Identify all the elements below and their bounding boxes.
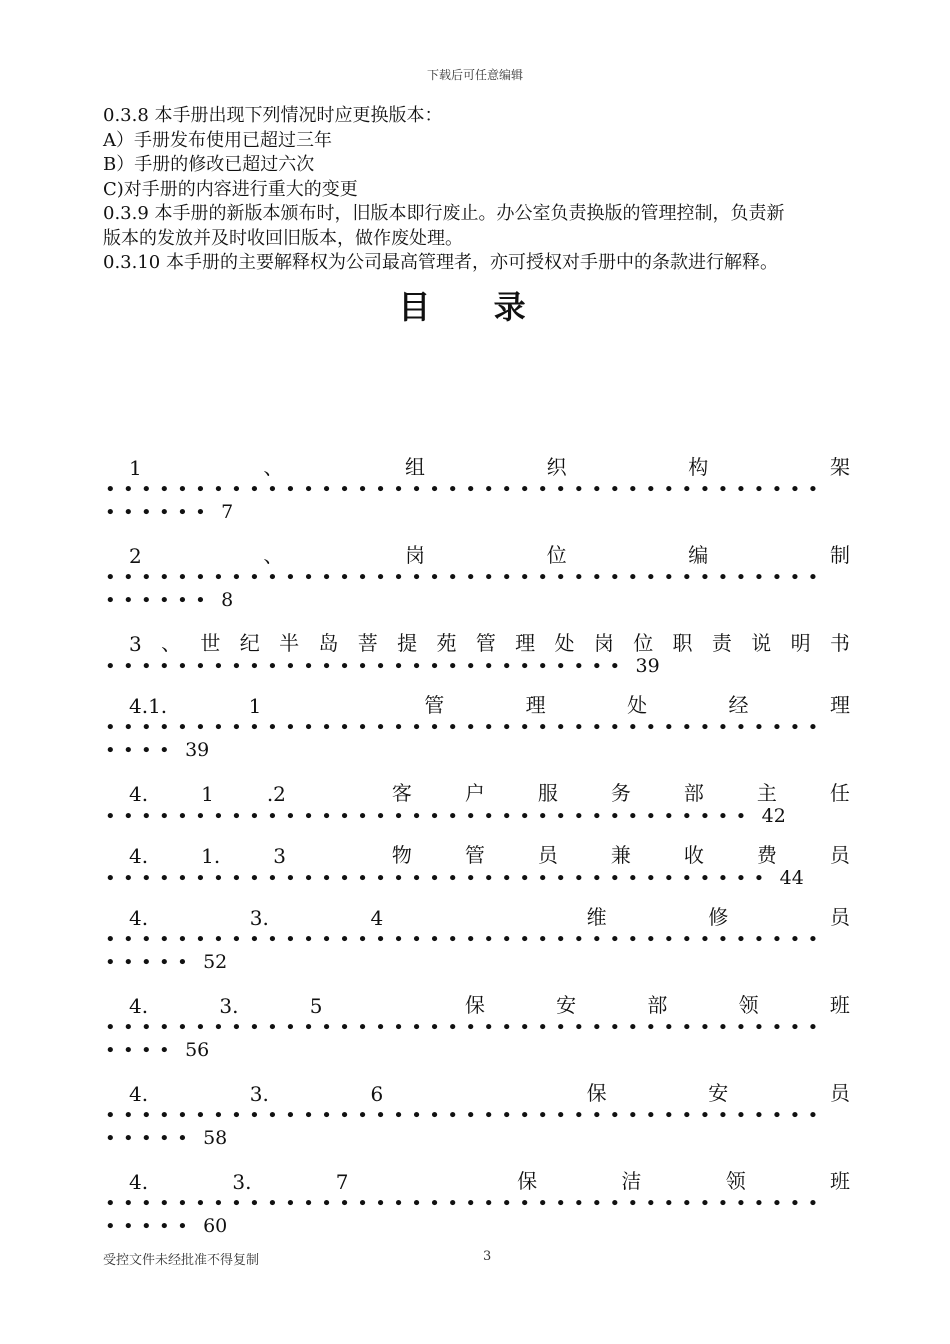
- toc-heading-part: 保: [517, 1169, 538, 1193]
- toc-entry[interactable]: [105, 772, 850, 834]
- toc-leader-dots: •••••••••••••••••••••••••••••••••••• 42: [105, 805, 786, 827]
- toc-heading-part: 班: [830, 1169, 850, 1193]
- toc-heading-part: 世: [200, 631, 221, 655]
- toc-heading-part: 3: [129, 632, 142, 656]
- toc-heading-part: 位: [546, 543, 567, 567]
- toc-entry-heading: [105, 772, 850, 806]
- toc-heading-part: 处: [627, 693, 648, 717]
- toc-heading-part: 4.: [129, 1170, 149, 1194]
- toc-heading-part: 组: [405, 455, 426, 479]
- toc-entry[interactable]: [105, 896, 850, 984]
- toc-heading-part: 岗: [405, 543, 426, 567]
- toc-entry-heading: [105, 834, 850, 868]
- toc-entry-heading: [105, 1160, 850, 1194]
- toc-heading-part: 经: [728, 693, 749, 717]
- toc-heading-part: 管: [424, 693, 445, 717]
- toc-leader-dots: •••• 56: [105, 1039, 210, 1061]
- toc-heading-part: 构: [688, 455, 709, 479]
- toc-heading-part: 职: [672, 631, 693, 655]
- toc-heading-part: 说: [751, 631, 772, 655]
- toc-heading-part: 4.: [129, 844, 149, 868]
- toc-heading-part: 纪: [239, 631, 260, 655]
- toc-heading-part: .2: [266, 782, 286, 806]
- toc-entry[interactable]: [105, 984, 850, 1072]
- toc-heading-part: 任: [829, 781, 850, 805]
- toc-heading-part: 制: [829, 543, 850, 567]
- toc-heading-part: 1: [201, 782, 214, 806]
- toc-leader-dots: •••••• 7: [105, 501, 234, 523]
- intro-line: B）手册的修改已超过六次: [103, 154, 315, 175]
- toc-heading-part: 半: [279, 631, 300, 655]
- toc-heading-part: 岛: [318, 631, 339, 655]
- toc-heading-part: 员: [829, 843, 850, 867]
- toc-heading-part: 安: [708, 1081, 729, 1105]
- page-header: 下载后可任意编辑: [426, 68, 523, 82]
- toc-heading-part: 3: [273, 844, 286, 868]
- toc-heading-part: 4.1.: [129, 694, 168, 718]
- toc-heading-part: 4.: [129, 906, 149, 930]
- intro-line: 0.3.8 本手册出现下列情况时应更换版本：: [103, 105, 443, 126]
- toc-leader-dots: ••••••••••••••••••••••••••••••••••••••••: [105, 1106, 826, 1126]
- toc-heading-part: 明: [790, 631, 811, 655]
- toc-heading-part: 4.: [129, 1082, 149, 1106]
- toc-heading-part: 服: [537, 781, 558, 805]
- toc-heading-part: 3.: [232, 1170, 252, 1194]
- toc-heading-part: 费: [756, 843, 777, 867]
- toc-heading-part: 、: [161, 631, 182, 655]
- toc-heading-part: 主: [756, 781, 777, 805]
- toc-entry-heading: [105, 446, 850, 480]
- toc-page-number: 39: [185, 739, 210, 761]
- toc-heading-part: 、: [263, 455, 284, 479]
- toc-entry-heading: [105, 1072, 850, 1106]
- toc-heading-part: 7: [335, 1170, 349, 1194]
- toc-heading-part: 部: [647, 993, 668, 1017]
- toc-entry[interactable]: [105, 1160, 850, 1248]
- toc-heading-part: 位: [633, 631, 654, 655]
- toc-heading-part: 6: [370, 1082, 384, 1106]
- toc-heading-part: 管: [464, 843, 485, 867]
- toc-entry[interactable]: [105, 534, 850, 622]
- toc-heading-part: 安: [556, 993, 577, 1017]
- toc-heading-part: 书: [829, 631, 850, 655]
- toc-leader-dots: •••••• 8: [105, 589, 234, 611]
- toc-heading-part: 修: [708, 905, 729, 929]
- toc-heading-part: 物: [391, 843, 412, 867]
- toc-heading-part: 1.: [201, 844, 221, 868]
- intro-text: [103, 104, 853, 276]
- toc-page-number: 8: [221, 589, 234, 611]
- toc-entry-heading: [105, 684, 850, 718]
- toc-heading-part: 班: [829, 993, 850, 1017]
- toc-heading-part: 4: [370, 906, 384, 930]
- toc-entry-heading: [105, 534, 850, 568]
- toc-heading-part: 1: [248, 694, 262, 718]
- toc-leader-dots: ••••••••••••••••••••••••••••••••••••• 44: [105, 867, 804, 889]
- toc-leader-dots: ••••••••••••••••••••••••••••••••••••••••: [105, 1018, 826, 1038]
- toc-leader-dots: ••••••••••••••••••••••••••••••••••••••••: [105, 718, 826, 738]
- toc-heading-part: 编: [688, 543, 709, 567]
- toc-heading-part: 4.: [129, 994, 149, 1018]
- intro-line: 版本的发放并及时收回旧版本，做作废处理。: [103, 227, 463, 249]
- toc-page-number: 56: [185, 1039, 210, 1061]
- toc-heading-part: 1: [129, 456, 142, 480]
- toc-leader-dots: ••••• 52: [105, 951, 228, 973]
- toc-heading-part: 岗: [593, 631, 614, 655]
- toc-heading-part: 责: [711, 631, 732, 655]
- intro-line: 0.3.9 本手册的新版本颁布时，旧版本即行废止。办公室负责换版的管理控制，负责新: [103, 203, 785, 224]
- table-of-contents: [105, 446, 850, 1248]
- toc-page-number: 52: [203, 951, 228, 973]
- toc-heading-part: 户: [464, 781, 485, 805]
- toc-leader-dots: ••••• 60: [105, 1215, 228, 1237]
- intro-line: 0.3.10 本手册的主要解释权为公司最高管理者，亦可授权对手册中的条款进行解释。: [103, 252, 778, 273]
- toc-entry[interactable]: [105, 446, 850, 534]
- toc-heading-part: 3.: [219, 994, 239, 1018]
- toc-heading-part: 管: [475, 631, 496, 655]
- toc-heading-part: 提: [397, 631, 418, 655]
- toc-leader-dots: ••••• 58: [105, 1127, 228, 1149]
- toc-leader-dots: ••••••••••••••••••••••••••••••••••••••••: [105, 568, 826, 588]
- toc-page-number: 44: [779, 867, 804, 889]
- toc-heading-part: 维: [586, 905, 607, 929]
- toc-heading-part: 菩: [357, 631, 378, 655]
- toc-heading-part: 保: [586, 1081, 607, 1105]
- toc-leader-dots: •••• 39: [105, 739, 210, 761]
- toc-entry-heading: [105, 896, 850, 930]
- toc-heading-part: 5: [309, 994, 323, 1018]
- toc-entry[interactable]: [105, 834, 850, 896]
- toc-entry-heading: [105, 622, 850, 656]
- intro-line: A）手册发布使用已超过三年: [103, 129, 332, 151]
- toc-heading-part: 领: [738, 993, 759, 1017]
- toc-heading-part: 织: [546, 455, 567, 479]
- toc-heading-part: 3.: [249, 1082, 269, 1106]
- toc-heading-part: 员: [829, 1081, 850, 1105]
- page-number: 3: [483, 1249, 492, 1264]
- toc-heading-part: 架: [829, 455, 850, 479]
- toc-heading-part: 苑: [436, 631, 457, 655]
- toc-heading-part: 员: [537, 843, 558, 867]
- toc-title: 目 录: [398, 288, 552, 326]
- toc-heading-part: 领: [725, 1169, 746, 1193]
- toc-heading-part: 部: [683, 781, 704, 805]
- toc-leader-dots: ••••••••••••••••••••••••••••••••••••••••: [105, 1194, 826, 1214]
- toc-heading-part: 理: [829, 693, 850, 717]
- toc-heading-part: 处: [554, 631, 575, 655]
- toc-page-number: 60: [203, 1215, 228, 1237]
- toc-leader-dots: ••••••••••••••••••••••••••••••••••••••••: [105, 480, 826, 500]
- toc-heading-part: 员: [829, 905, 850, 929]
- toc-page-number: 7: [221, 501, 234, 523]
- toc-heading-part: 4.: [129, 782, 149, 806]
- toc-page-number: 39: [635, 655, 660, 677]
- toc-heading-part: 收: [683, 843, 704, 867]
- toc-heading-part: 3.: [249, 906, 269, 930]
- footer-notice: 受控文件未经批准不得复制: [103, 1253, 260, 1268]
- toc-entry-heading: [105, 984, 850, 1018]
- toc-heading-part: 洁: [621, 1169, 642, 1193]
- toc-heading-part: 2: [129, 544, 142, 568]
- toc-entry[interactable]: [105, 622, 850, 684]
- toc-leader-dots: ••••••••••••••••••••••••••••• 39: [105, 655, 660, 677]
- toc-page-number: 42: [761, 805, 786, 827]
- toc-heading-part: 、: [263, 543, 284, 567]
- toc-leader-dots: ••••••••••••••••••••••••••••••••••••••••: [105, 930, 826, 950]
- intro-line: C)对手册的内容进行重大的变更: [103, 178, 358, 200]
- toc-heading-part: 客: [391, 781, 412, 805]
- toc-heading-part: 兼: [610, 843, 631, 867]
- toc-heading-part: 理: [525, 693, 546, 717]
- toc-entry[interactable]: [105, 1072, 850, 1160]
- toc-page-number: 58: [203, 1127, 228, 1149]
- toc-heading-part: 保: [464, 993, 485, 1017]
- toc-entry[interactable]: [105, 684, 850, 772]
- toc-heading-part: 理: [515, 631, 536, 655]
- toc-heading-part: 务: [610, 781, 631, 805]
